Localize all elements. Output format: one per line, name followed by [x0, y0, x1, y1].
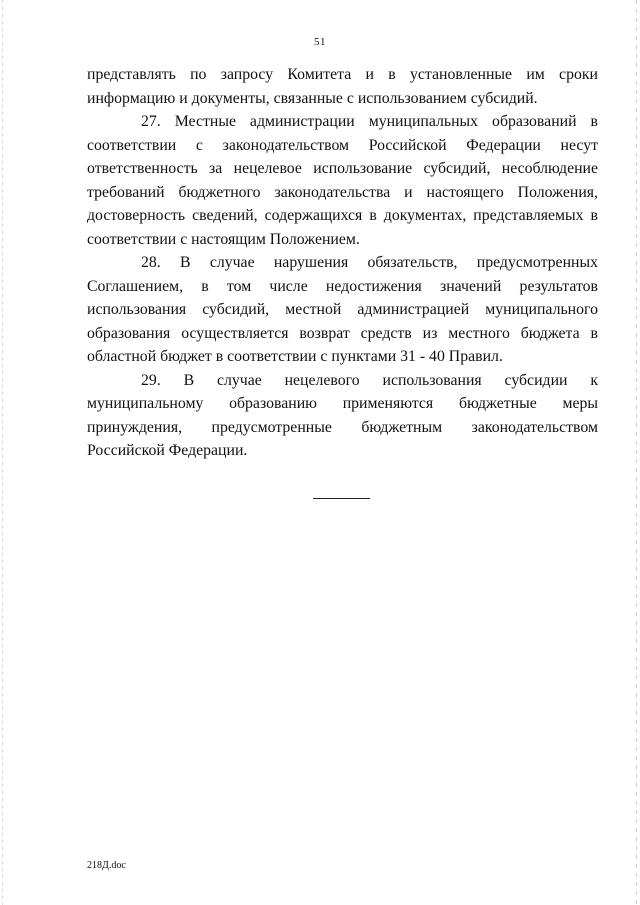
paragraph-27: 27. Местные администрации муниципальных образований в соответствии с законодательством Российской Федерации несут ответственность за нецелевое использование субсидий, несоблюдение требований бюджетного законодательства и настоящего Положения, достоверность сведений, содержащихся в документах, представляемых в соответствии с настоящим Положением. [87, 113, 598, 248]
paragraph-29: 29. В случае нецелевого использования субсидии к муниципальному образованию применяются бюджетные меры принуждения, предусмотренные бюджетным законодательством Российской Федерации. [87, 371, 598, 459]
paragraph-28: 28. В случае нарушения обязательств, предусмотренных Соглашением, в том числе недостижения значений результатов использования субсидий, местной администрацией муниципального образования осуществляется возврат средств из местного бюджета в областной бюджет в соответствии с пунктами 31 - 40 Правил. [87, 254, 598, 365]
page-number: 51 [314, 36, 326, 48]
paragraph-continuation: представлять по запросу Комитета и в установленные им сроки информацию и документы, связанные с использованием субсидий. [87, 66, 598, 107]
end-separator-line [313, 498, 370, 499]
scan-edge-right [636, 0, 637, 905]
document-body [87, 63, 598, 463]
scan-edge-left [2, 0, 3, 905]
footer-file-name: 218Д.doc [87, 860, 126, 871]
